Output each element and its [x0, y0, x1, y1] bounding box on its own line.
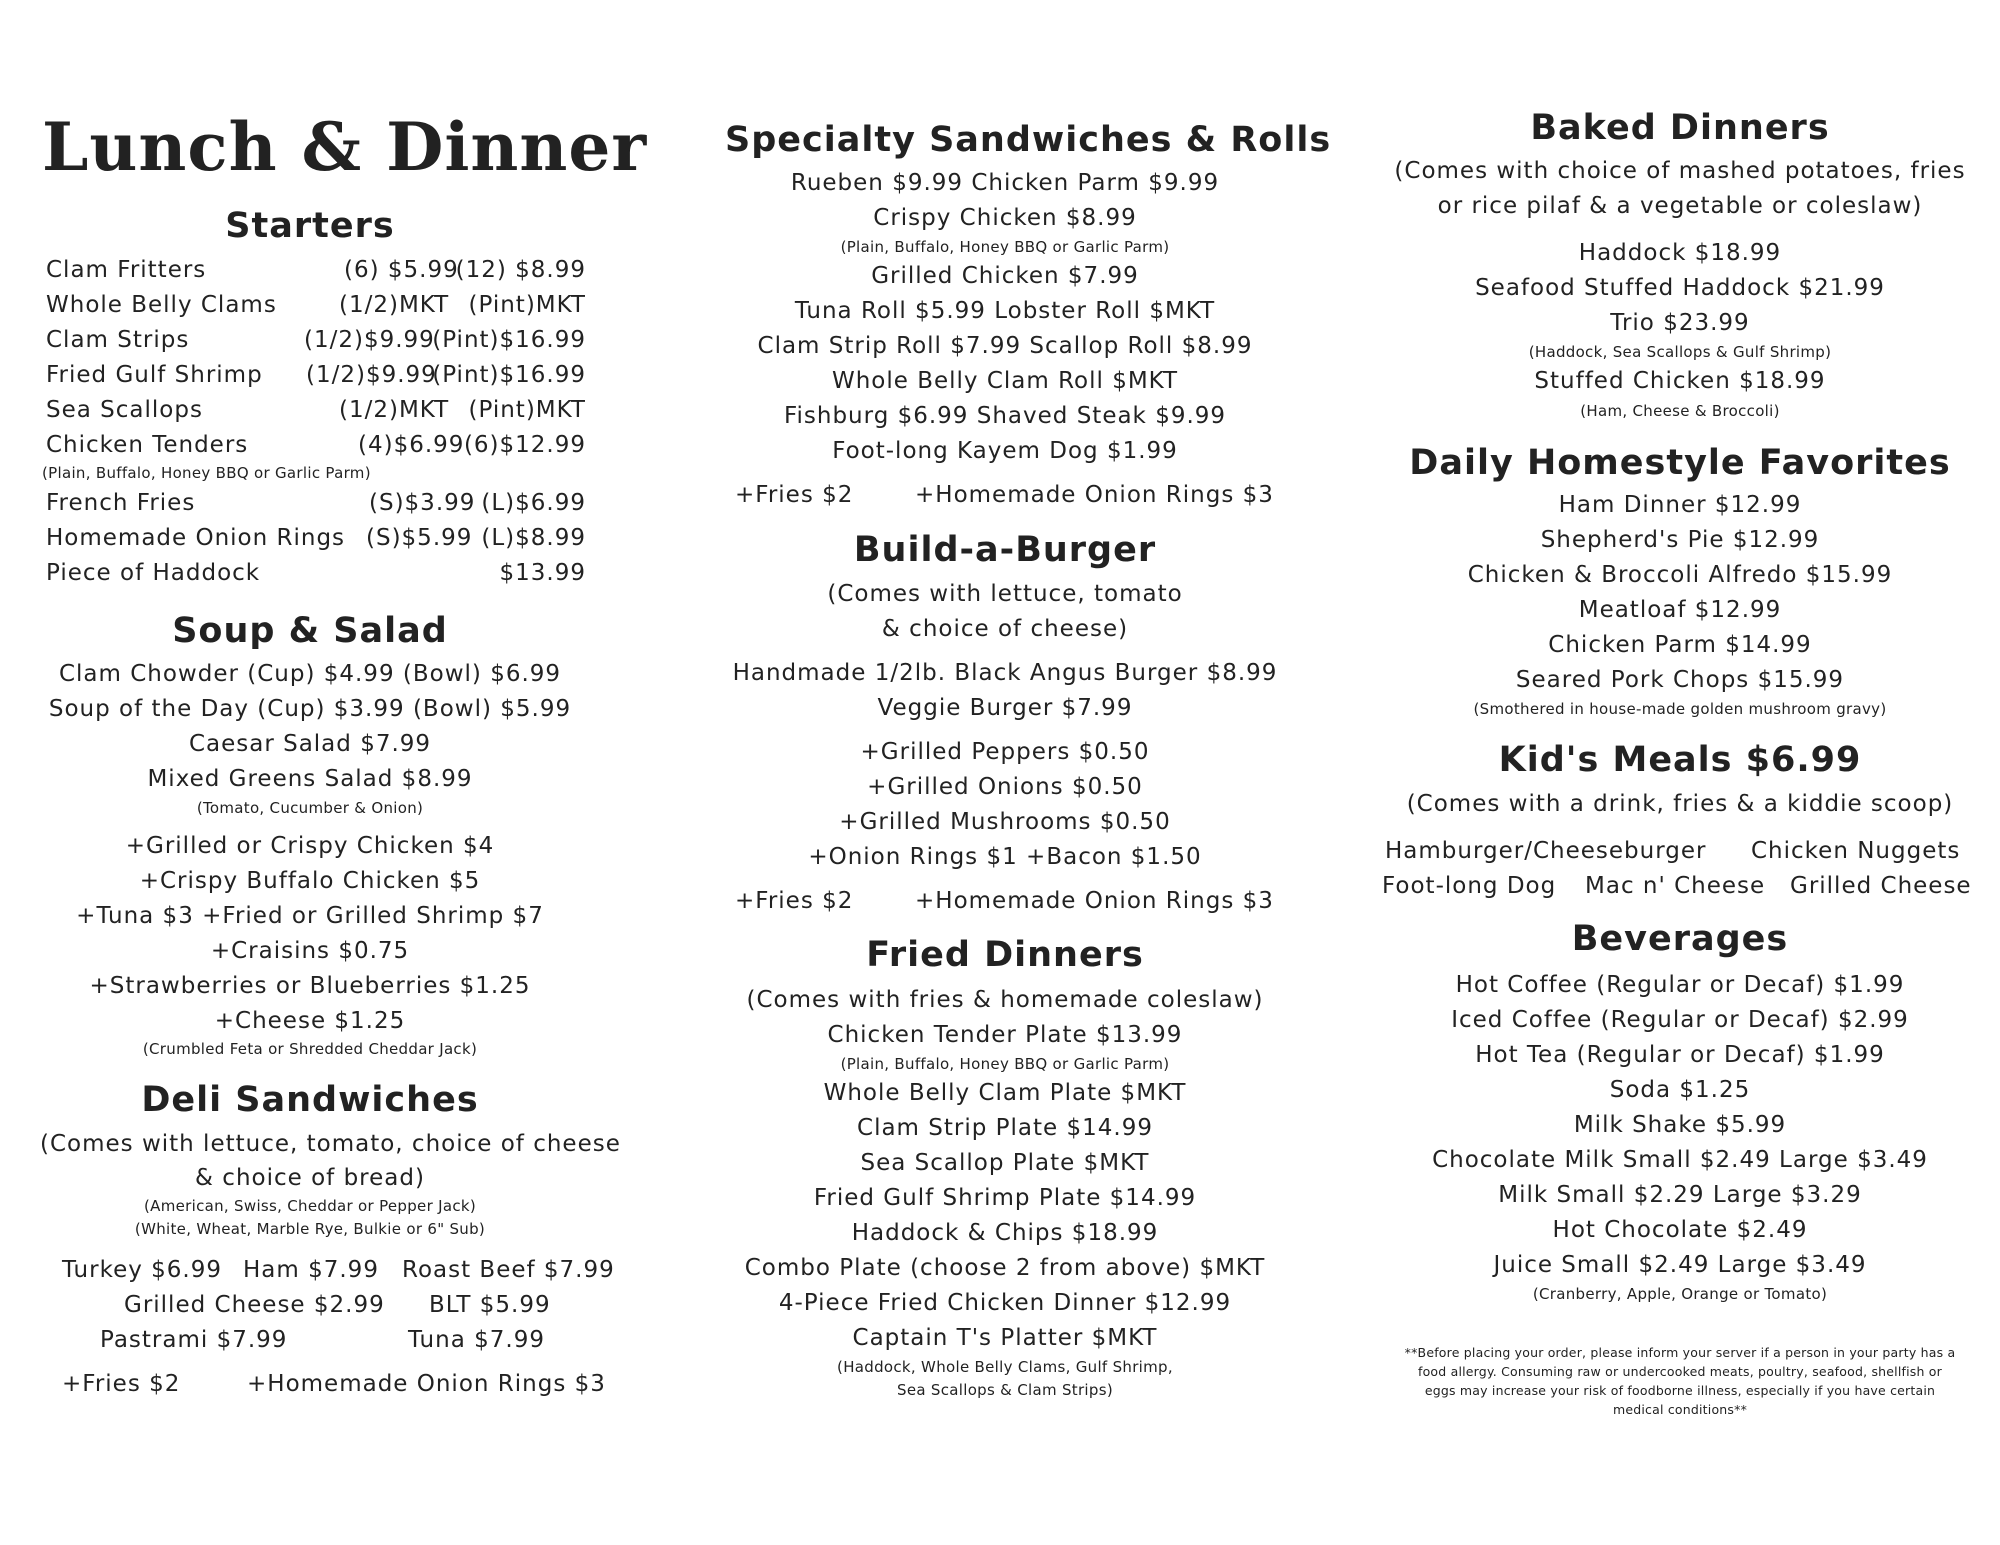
crispy-note: (Plain, Buffalo, Honey BBQ or Garlic Parm) — [840, 238, 1170, 256]
baked-desc: (Comes with choice of mashed potatoes, fries — [1394, 158, 1966, 184]
baked-desc: or rice pilaf & a vegetable or coleslaw) — [1437, 193, 1923, 219]
addon-item: +Fries $2 — [62, 1371, 181, 1397]
menu-item: Chocolate Milk Small $2.49 Large $3.49 — [1432, 1147, 1928, 1173]
menu-item: Rueben $9.99 Chicken Parm $9.99 — [790, 170, 1220, 196]
menu-item: Sea Scallop Plate $MKT — [860, 1150, 1150, 1176]
baked-heading: Baked Dinners — [1530, 108, 1830, 148]
greens-note: (Tomato, Cucumber & Onion) — [196, 799, 424, 817]
menu-item: Chicken Tender Plate $13.99 — [827, 1022, 1183, 1048]
platter-note: (Haddock, Whole Belly Clams, Gulf Shrimp, — [837, 1358, 1173, 1376]
menu-item: Meatloaf $12.99 — [1578, 597, 1782, 623]
menu-item: Seafood Stuffed Haddock $21.99 — [1475, 275, 1885, 301]
menu-item: Chicken Parm $14.99 — [1548, 632, 1812, 658]
menu-item: Roast Beef $7.99 — [402, 1257, 615, 1283]
menu-item: Haddock & Chips $18.99 — [851, 1220, 1159, 1246]
addon-item: +Cheese $1.25 — [214, 1008, 406, 1034]
menu-item: Caesar Salad $7.99 — [188, 731, 432, 757]
addon-item: +Craisins $0.75 — [210, 938, 410, 964]
tenders-note: (Plain, Buffalo, Honey BBQ or Garlic Parm) — [42, 464, 371, 482]
menu-item: Trio $23.99 — [1610, 310, 1750, 336]
soup-salad-heading: Soup & Salad — [172, 611, 448, 651]
menu-item: Mac n' Cheese — [1585, 873, 1766, 899]
deli-bread-note: (White, Wheat, Marble Rye, Bulkie or 6" Sub) — [134, 1220, 486, 1238]
addon-item: +Fries $2 — [735, 482, 854, 508]
deli-cheese-note: (American, Swiss, Cheddar or Pepper Jack) — [143, 1197, 477, 1215]
menu-item: Tuna Roll $5.99 Lobster Roll $MKT — [794, 298, 1216, 324]
menu-item: Fishburg $6.99 Shaved Steak $9.99 — [783, 403, 1227, 429]
burger-desc: (Comes with lettuce, tomato — [827, 581, 1183, 607]
addon-item: +Fries $2 — [735, 888, 854, 914]
menu-item: Grilled Cheese — [1790, 873, 1972, 899]
menu-item: Clam Strip Roll $7.99 Scallop Roll $8.99 — [757, 333, 1253, 359]
menu-item: Hamburger/Cheeseburger — [1385, 838, 1707, 864]
menu-item: Foot-long Kayem Dog $1.99 — [832, 438, 1178, 464]
menu-item: Seared Pork Chops $15.99 — [1515, 667, 1845, 693]
addon-item: +Homemade Onion Rings $3 — [247, 1371, 606, 1397]
menu-item: Hot Coffee (Regular or Decaf) $1.99 — [1455, 972, 1905, 998]
platter-note: Sea Scallops & Clam Strips) — [897, 1381, 1113, 1399]
menu-item: Stuffed Chicken $18.99 — [1534, 368, 1826, 394]
menu-item: Whole Belly Clam Roll $MKT — [831, 368, 1179, 394]
menu-item: Foot-long Dog — [1382, 873, 1557, 899]
addon-item: +Strawberries or Blueberries $1.25 — [89, 973, 531, 999]
menu-item: Juice Small $2.49 Large $3.49 — [1493, 1252, 1867, 1278]
menu-item: Handmade 1/2lb. Black Angus Burger $8.99 — [732, 660, 1278, 686]
stuffed-note: (Ham, Cheese & Broccoli) — [1580, 402, 1780, 420]
beverages-heading: Beverages — [1571, 919, 1789, 959]
allergy-disclaimer: **Before placing your order, please inform your server if a person in your party has a food allergy. Consuming raw or undercooked meats, poultry, seafood, shellfish or eggs may increase your risk of foodborne illness, especially if you have certain medical conditions** — [1404, 1345, 1956, 1417]
menu-item: Chicken & Broccoli Alfredo $15.99 — [1467, 562, 1893, 588]
menu-item: Soup of the Day (Cup) $3.99 (Bowl) $5.99 — [48, 696, 572, 722]
menu-item: Grilled Cheese $2.99 — [124, 1292, 385, 1318]
menu-item: Hot Tea (Regular or Decaf) $1.99 — [1475, 1042, 1885, 1068]
starters-heading: Starters — [225, 206, 395, 246]
menu-item: Tuna $7.99 — [408, 1327, 545, 1353]
trio-note: (Haddock, Sea Scallops & Gulf Shrimp) — [1528, 343, 1832, 361]
deli-desc: (Comes with lettuce, tomato, choice of cheese — [40, 1131, 621, 1157]
homestyle-heading: Daily Homestyle Favorites — [1409, 443, 1951, 483]
menu-item: Iced Coffee (Regular or Decaf) $2.99 — [1451, 1007, 1909, 1033]
menu-item: Crispy Chicken $8.99 — [873, 205, 1137, 231]
addon-item: +Homemade Onion Rings $3 — [915, 888, 1274, 914]
burger-desc: & choice of cheese) — [881, 616, 1129, 642]
page-title: Lunch & Dinner — [42, 108, 648, 186]
menu-item: Ham $7.99 — [243, 1257, 379, 1283]
menu-item: Turkey $6.99 — [62, 1257, 223, 1283]
menu-item: BLT $5.99 — [429, 1292, 551, 1318]
deli-heading: Deli Sandwiches — [141, 1080, 479, 1120]
tender-plate-note: (Plain, Buffalo, Honey BBQ or Garlic Parm) — [840, 1055, 1170, 1073]
menu-item: Combo Plate (choose 2 from above) $MKT — [744, 1255, 1266, 1281]
fried-heading: Fried Dinners — [866, 935, 1144, 975]
juice-note: (Cranberry, Apple, Orange or Tomato) — [1532, 1285, 1828, 1303]
menu-item: Fried Gulf Shrimp Plate $14.99 — [813, 1185, 1197, 1211]
chops-note: (Smothered in house-made golden mushroom gravy) — [1473, 700, 1887, 718]
menu-item: Chicken Nuggets — [1751, 838, 1961, 864]
deli-desc: & choice of bread) — [195, 1165, 425, 1191]
menu-item: Shepherd's Pie $12.99 — [1540, 527, 1820, 553]
menu-item: Haddock $18.99 — [1578, 240, 1782, 266]
addon-item: +Grilled Mushrooms $0.50 — [839, 809, 1171, 835]
menu-item: Clam Chowder (Cup) $4.99 (Bowl) $6.99 — [58, 661, 562, 687]
menu-item: Whole Belly Clam Plate $MKT — [823, 1080, 1187, 1106]
menu-item: 4-Piece Fried Chicken Dinner $12.99 — [778, 1290, 1232, 1316]
addon-item: +Crispy Buffalo Chicken $5 — [139, 868, 481, 894]
addon-item: +Homemade Onion Rings $3 — [915, 482, 1274, 508]
menu-item: Milk Shake $5.99 — [1573, 1112, 1787, 1138]
menu-item: Captain T's Platter $MKT — [852, 1325, 1158, 1351]
menu-item: Ham Dinner $12.99 — [1558, 492, 1802, 518]
menu-item: Clam Strip Plate $14.99 — [857, 1115, 1153, 1141]
specialty-heading: Specialty Sandwiches & Rolls — [725, 120, 1332, 160]
fried-desc: (Comes with fries & homemade coleslaw) — [746, 987, 1264, 1013]
menu-item: Milk Small $2.29 Large $3.29 — [1498, 1182, 1862, 1208]
addon-item: +Grilled Peppers $0.50 — [860, 739, 1150, 765]
addon-item: +Grilled or Crispy Chicken $4 — [125, 833, 495, 859]
menu-item: Mixed Greens Salad $8.99 — [147, 766, 473, 792]
menu-item: Soda $1.25 — [1609, 1077, 1751, 1103]
menu-item: Veggie Burger $7.99 — [877, 695, 1133, 721]
addon-item: +Onion Rings $1 +Bacon $1.50 — [808, 844, 1202, 870]
addon-item: +Grilled Onions $0.50 — [867, 774, 1143, 800]
addon-item: +Tuna $3 +Fried or Grilled Shrimp $7 — [76, 903, 544, 929]
burger-heading: Build-a-Burger — [853, 530, 1157, 570]
menu-item: Hot Chocolate $2.49 — [1552, 1217, 1808, 1243]
menu-item: Grilled Chicken $7.99 — [871, 263, 1139, 289]
cheese-note: (Crumbled Feta or Shredded Cheddar Jack) — [142, 1040, 478, 1058]
kids-desc: (Comes with a drink, fries & a kiddie scoop) — [1406, 791, 1954, 817]
menu-item: Pastrami $7.99 — [100, 1327, 288, 1353]
kids-heading: Kid's Meals $6.99 — [1498, 740, 1862, 780]
